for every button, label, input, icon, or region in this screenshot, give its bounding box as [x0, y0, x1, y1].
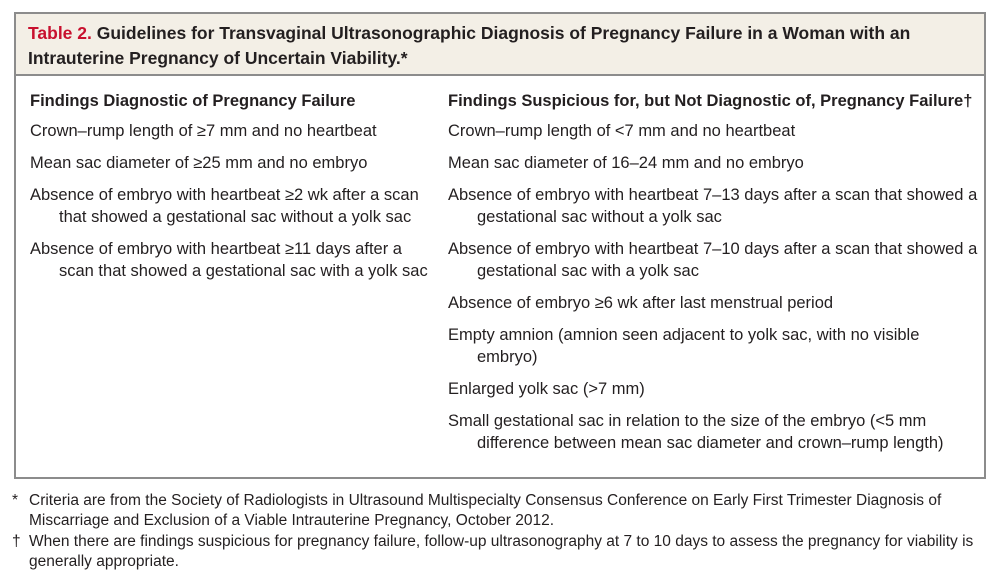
table-header	[16, 14, 984, 76]
guidelines-table	[14, 12, 986, 479]
title-footnote-mark: *	[400, 48, 408, 68]
suspicious-finding-item: Mean sac diameter of 16–24 mm and no embryo	[448, 154, 804, 172]
diagnostic-finding-item: Mean sac diameter of ≥25 mm and no embryo	[30, 154, 368, 172]
diagnostic-findings-heading: Findings Diagnostic of Pregnancy Failure	[30, 92, 356, 110]
footnote-mark: †	[12, 533, 21, 550]
footnote-mark: *	[12, 492, 19, 509]
suspicious-finding-item: Absence of embryo with heartbeat 7–10 days after a scan that showed a gestational sac with a yolk sac	[448, 240, 978, 280]
table-label: Table 2.	[28, 23, 92, 43]
footnote	[12, 532, 987, 572]
suspicious-finding-item: Small gestational sac in relation to the size of the embryo (<5 mm difference between mean sac diameter and crown–rump length)	[448, 412, 944, 452]
suspicious-findings-heading-row	[448, 90, 978, 112]
table-title: Guidelines for Transvaginal Ultrasonographic Diagnosis of Pregnancy Failure in a Woman with an Intrauterine Pregnancy of Uncertain Viability.	[28, 23, 911, 68]
suspicious-finding-item: Enlarged yolk sac (>7 mm)	[448, 380, 645, 398]
footnote-text: Criteria are from the Society of Radiologists in Ultrasound Multispecialty Consensus Conference on Early First Trimester Diagnosis of Miscarriage and Exclusion of a Viable Intrauterine Pregnancy, October 2012.	[29, 492, 942, 529]
suspicious-findings-heading: Findings Suspicious for, but Not Diagnostic of, Pregnancy Failure	[448, 92, 964, 110]
diagnostic-findings-column	[30, 90, 440, 292]
suspicious-finding-item: Empty amnion (amnion seen adjacent to yolk sac, with no visible embryo)	[448, 326, 920, 366]
footnote	[12, 491, 987, 531]
diagnostic-finding-item: Absence of embryo with heartbeat ≥11 days after a scan that showed a gestational sac with a yolk sac	[30, 240, 428, 280]
diagnostic-finding-item: Absence of embryo with heartbeat ≥2 wk after a scan that showed a gestational sac without a yolk sac	[30, 186, 419, 226]
suspicious-finding-item: Absence of embryo with heartbeat 7–13 days after a scan that showed a gestational sac without a yolk sac	[448, 186, 978, 226]
suspicious-findings-column	[448, 90, 978, 464]
footnote-text: When there are findings suspicious for pregnancy failure, follow-up ultrasonography at 7 to 10 days to assess the pregnancy for viability is generally appropriate.	[29, 533, 974, 570]
suspicious-finding-item: Absence of embryo ≥6 wk after last menstrual period	[448, 294, 834, 312]
suspicious-finding-item: Crown–rump length of <7 mm and no heartbeat	[448, 122, 796, 140]
diagnostic-finding-item: Crown–rump length of ≥7 mm and no heartbeat	[30, 122, 377, 140]
footnotes	[12, 491, 987, 573]
heading-footnote-mark: †	[963, 92, 973, 110]
